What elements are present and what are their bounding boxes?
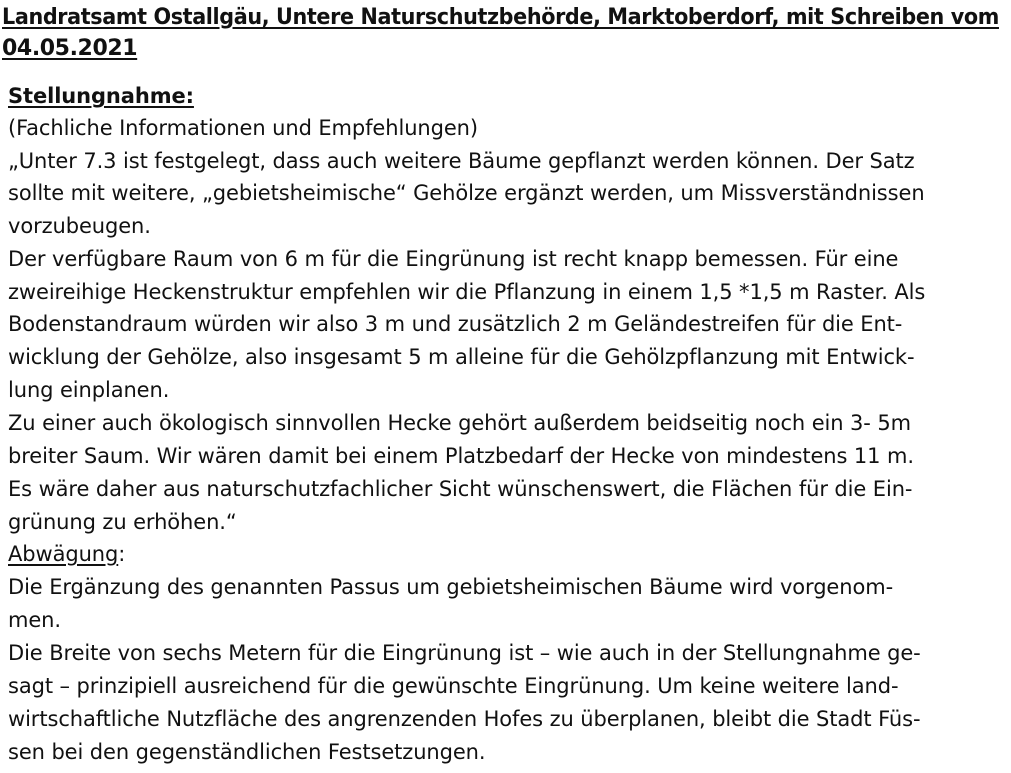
assessment-line: sen bei den gegenständlichen Festsetzungen. [8, 740, 486, 764]
statement-line: „Unter 7.3 ist festgelegt, dass auch weitere Bäume gepflanzt werden können. Der Satz [8, 149, 915, 173]
assessment-title-colon: : [118, 542, 126, 566]
statement-line: Der verfügbare Raum von 6 m für die Eingrünung ist recht knapp bemessen. Für eine [8, 247, 899, 271]
statement-line: grünung zu erhöhen.“ [8, 510, 237, 534]
document-heading-line-1: Landratsamt Ostallgäu, Untere Naturschutzbehörde, Marktoberdorf, mit Schreiben vom [2, 5, 999, 30]
statement-line: wicklung der Gehölze, also insgesamt 5 m alleine für die Gehölzpflanzung mit Entwick- [8, 345, 915, 369]
statement-line: sollte mit weitere, „gebietsheimische“ Gehölze ergänzt werden, um Missverständnissen [8, 181, 925, 205]
statement-line: lung einplanen. [8, 378, 170, 402]
assessment-line: wirtschaftliche Nutzfläche des angrenzenden Hofes zu überplanen, bleibt die Stadt Füs- [8, 707, 921, 731]
assessment-line: sagt – prinzipiell ausreichend für die gewünschte Eingrünung. Um keine weitere land- [8, 674, 899, 698]
statement-line: Bodenstandraum würden wir also 3 m und zusätzlich 2 m Geländestreifen für die Ent- [8, 312, 903, 336]
statement-line: breiter Saum. Wir wären damit bei einem Platzbedarf der Hecke von mindestens 11 m. [8, 444, 914, 468]
statement-line: Es wäre daher aus naturschutzfachlicher Sicht wünschenswert, die Flächen für die Ein- [8, 477, 913, 501]
assessment-line: Die Breite von sechs Metern für die Eingrünung ist – wie auch in der Stellungnahme ge- [8, 641, 921, 665]
statement-line: (Fachliche Informationen und Empfehlungen) [8, 116, 478, 140]
statement-line: zweireihige Heckenstruktur empfehlen wir die Pflanzung in einem 1,5 *1,5 m Raster. Als [8, 280, 926, 304]
assessment-title: Abwägung [8, 542, 119, 566]
assessment-title-row [8, 538, 125, 571]
assessment-line: men. [8, 608, 61, 632]
statement-line: Zu einer auch ökologisch sinnvollen Hecke gehört außerdem beidseitig noch ein 3- 5m [8, 411, 911, 435]
assessment-line: Die Ergänzung des genannten Passus um gebietsheimischen Bäume wird vorgenom- [8, 575, 894, 599]
document-heading-line-2: 04.05.2021 [2, 36, 138, 61]
statement-title: Stellungnahme: [8, 84, 194, 108]
statement-line: vorzubeugen. [8, 214, 151, 238]
